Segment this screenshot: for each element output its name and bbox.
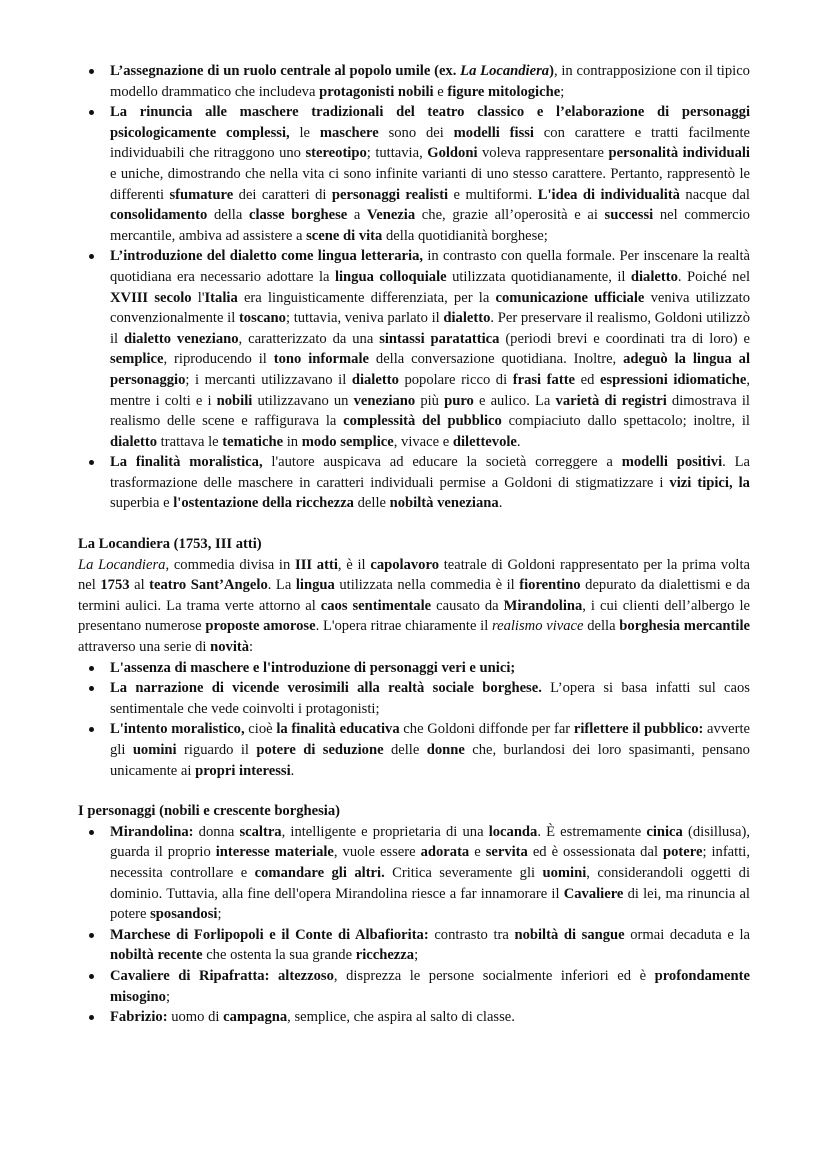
text-run: L’opera si basa infatti sul caos sentimentale che vede coinvolti i protagonisti; <box>110 680 750 717</box>
text-run: della <box>583 618 620 635</box>
text-run: e uniche, dimostrando che nella vita ci sono infinite varianti di uno stesso carattere. Pertanto, rappresentò le differenti <box>110 165 750 203</box>
text-run: Fabrizio: <box>110 1009 168 1026</box>
text-run: lingua <box>295 577 335 594</box>
text-run: personalità individuali <box>608 145 750 162</box>
text-run: adeguò la lingua al personaggio <box>110 351 751 388</box>
text-run: varietà di registri <box>555 392 667 409</box>
text-run: era linguisticamente differenziata, per la <box>237 289 496 306</box>
text-run: dialetto <box>110 433 158 450</box>
text-run: propri interessi <box>195 762 291 779</box>
text-run: nobili <box>216 392 253 409</box>
list-item <box>78 1007 750 1028</box>
text-run: La finalità moralistica, <box>110 454 263 471</box>
text-run: ; i mercanti utilizzavano il <box>185 371 352 388</box>
text-run: al <box>129 577 150 594</box>
text-run: . <box>290 762 295 779</box>
text-run: che ostenta la sua grande <box>202 947 356 964</box>
text-run: personaggi realisti <box>331 186 449 203</box>
text-run: comandare gli altri. <box>254 864 385 881</box>
text-run: sintassi paratattica <box>379 330 500 347</box>
text-run: tematiche <box>222 433 284 450</box>
list-item <box>78 102 750 246</box>
text-run: scene di vita <box>306 227 383 244</box>
text-run: , semplice, che aspira al salto di classe. <box>287 1009 515 1026</box>
text-run: e aulico. La <box>473 392 556 409</box>
text-run: riguardo il <box>176 742 257 758</box>
text-run: XVIII secolo <box>110 289 192 306</box>
text-run: successi <box>604 207 654 224</box>
text-run: dei caratteri di <box>233 186 332 203</box>
list-item <box>78 678 750 719</box>
text-run: nel commercio mercantile, ambiva ad assistere a <box>110 207 750 244</box>
text-run: protagonisti nobili <box>319 83 434 100</box>
text-run: dialetto <box>351 371 399 388</box>
text-run: Marchese di Forlipopoli e il Conte di Albafiorita: <box>110 926 429 943</box>
text-run: Goldoni <box>427 145 478 162</box>
text-run: voleva rappresentare <box>477 145 609 162</box>
text-run: , è il <box>337 556 371 573</box>
list-item <box>78 452 750 514</box>
text-run: superbia e <box>110 495 174 512</box>
locandiera-novita-list <box>78 658 750 782</box>
text-run: servita <box>485 844 528 861</box>
text-run: locanda <box>488 823 538 840</box>
text-run: uomo di <box>167 1009 224 1026</box>
text-run: e multiformi. <box>448 186 538 203</box>
text-run: uomini <box>132 742 177 758</box>
text-run: profondamente misogino <box>110 967 750 1005</box>
text-run: , vivace e <box>393 433 453 450</box>
text-run: ; tuttavia, veniva parlato il <box>285 310 444 327</box>
text-run: lingua colloquiale <box>334 268 447 285</box>
text-run: uomini <box>542 864 587 881</box>
personaggi-heading: I personaggi (nobili e crescente borghesia) <box>78 803 340 820</box>
text-run: con carattere e tratti facilmente individuabili che ritraggono uno <box>110 124 750 162</box>
text-run: di lei, ma rinuncia al potere <box>110 885 750 923</box>
text-run: della <box>207 207 249 224</box>
text-run: ; <box>560 83 565 100</box>
text-run: donna <box>193 823 240 840</box>
text-run: depurato da dialettismi e da termini aulici. La trama verte attorno al <box>78 577 750 614</box>
text-run: avverte gli <box>110 721 750 758</box>
text-run: e <box>433 83 448 100</box>
text-run: III atti <box>295 556 338 573</box>
text-run: . <box>498 495 503 512</box>
locandiera-heading: La Locandiera (1753, III atti) <box>78 536 262 553</box>
text-run: dimostrava il realismo delle scene e raffigurava la <box>110 392 750 430</box>
text-run: interesse materiale <box>215 844 334 861</box>
text-run: proposte amorose <box>205 618 316 635</box>
text-run: ; <box>414 947 419 964</box>
text-run: veniva utilizzato convenzionalmente il <box>110 289 750 327</box>
text-run: sfumature <box>169 186 234 203</box>
list-item <box>78 719 750 781</box>
text-run: Critica severamente gli <box>384 864 543 881</box>
text-run: potere <box>662 844 703 861</box>
text-run: novità <box>210 639 250 656</box>
text-run: La Locandiera <box>78 556 166 573</box>
text-run: compiaciuto dallo spettacolo; inoltre, il <box>501 413 750 430</box>
text-run: attraverso una serie di <box>78 639 211 656</box>
text-run: capolavoro <box>370 556 439 573</box>
text-run: , disprezza le persone socialmente inferiori ed è <box>333 967 655 984</box>
text-run: in contrasto con quella formale. Per inscenare la realtà quotidiana era necessario adottare la <box>110 248 751 285</box>
text-run: borghesia mercantile <box>619 618 750 635</box>
text-run: veneziano <box>353 392 416 409</box>
text-run: scaltra <box>239 823 282 840</box>
text-run: trattava le <box>157 433 223 450</box>
text-run: che, grazie all’operosità e ai <box>415 207 605 224</box>
text-run: l'ostentazione della ricchezza <box>173 495 354 512</box>
text-run: , commedia divisa in <box>165 556 296 573</box>
text-run: cioè <box>244 721 277 738</box>
text-run: L'assenza di maschere e l'introduzione di personaggi veri e unici; <box>110 659 516 676</box>
text-run: ; tuttavia, <box>366 145 428 162</box>
text-run: modelli positivi <box>621 454 723 471</box>
text-run: Cavaliere <box>563 885 624 902</box>
text-run: potere di seduzione <box>256 742 384 758</box>
text-run: puro <box>444 392 474 409</box>
text-run: che, burlandosi dei loro spasimanti, pensano unicamente ai <box>110 742 750 779</box>
text-run: adorata <box>420 844 470 861</box>
text-run: a <box>347 207 368 224</box>
text-run: vizi tipici, la <box>669 474 750 491</box>
text-run: Italia <box>204 289 238 306</box>
text-run: sposandosi <box>150 906 218 923</box>
text-run: donne <box>426 742 465 758</box>
personaggi-list <box>78 822 750 1028</box>
text-run: 1753 <box>100 577 130 594</box>
text-run: . <box>516 433 521 450</box>
text-run: , riproducendo il <box>163 351 274 368</box>
text-run: , caratterizzato da una <box>238 330 380 347</box>
text-run: complessità del pubblico <box>343 413 502 430</box>
text-run: l' <box>191 289 205 306</box>
list-item <box>78 246 750 452</box>
text-run: , in contrapposizione con il tipico modello drammatico che includeva <box>110 63 750 100</box>
text-run: dialetto veneziano <box>124 330 239 347</box>
list-item <box>78 822 750 925</box>
text-run: . L'opera ritrae chiaramente il <box>315 618 492 635</box>
text-run: ; <box>217 906 222 923</box>
text-run: sono dei <box>378 124 454 141</box>
text-run: La Locandiera <box>460 63 550 79</box>
text-run: classe borghese <box>248 207 348 224</box>
text-run: , vuole essere <box>333 844 421 861</box>
text-run: figure mitologiche <box>447 83 561 100</box>
text-run: utilizzata quotidianamente, il <box>446 268 631 285</box>
text-run: espressioni idiomatiche <box>599 371 747 388</box>
text-run: nobiltà veneziana <box>389 495 499 512</box>
text-run: in <box>283 433 302 450</box>
text-run: : <box>249 639 254 656</box>
text-run: L’assegnazione di un ruolo centrale al popolo umile (ex. <box>110 63 461 79</box>
text-run: Mirandolina <box>503 597 583 614</box>
text-run: campagna <box>223 1009 288 1026</box>
text-run: nobiltà di sangue <box>514 926 625 943</box>
text-run: della quotidianità borghese; <box>382 227 548 244</box>
text-run: ormai decaduta e la <box>624 926 750 943</box>
text-run: causato da <box>431 597 504 614</box>
text-run: stereotipo <box>305 145 367 162</box>
text-run: dilettevole <box>452 433 517 450</box>
text-run: modelli fissi <box>453 124 534 141</box>
text-run: più <box>415 392 445 409</box>
text-run: Mirandolina: <box>110 823 194 840</box>
text-run: , intelligente e proprietaria di una <box>281 823 489 840</box>
text-run: Venezia <box>367 207 416 224</box>
text-run: delle <box>383 742 427 758</box>
text-run: la finalità educativa <box>276 721 400 738</box>
text-run: nacque dal <box>679 186 750 203</box>
list-item <box>78 658 750 679</box>
locandiera-paragraph <box>78 555 750 658</box>
text-run: L'intento moralistico, <box>110 721 245 738</box>
text-run: . Poiché nel <box>677 268 751 285</box>
text-run: frasi fatte <box>512 371 576 388</box>
text-run: , mentre i colti e i <box>110 371 750 409</box>
text-run: caos sentimentale <box>320 597 432 614</box>
text-run: dialetto <box>630 268 678 285</box>
text-run: tono informale <box>273 351 370 368</box>
text-run: Cavaliere di Ripafratta: altezzoso <box>110 967 334 984</box>
text-run: La narrazione di vicende verosimili alla realtà sociale borghese. <box>110 680 542 697</box>
text-run: toscano <box>238 310 286 327</box>
text-run: ; infatti, necessita controllare e <box>110 844 750 881</box>
text-run: . È estremamente <box>537 823 647 840</box>
text-run: riflettere il pubblico: <box>573 721 704 738</box>
text-run: le <box>289 124 320 141</box>
text-run: L’introduzione del dialetto come lingua letteraria, <box>110 248 424 265</box>
text-run: comunicazione ufficiale <box>495 289 645 306</box>
list-item <box>78 966 750 1007</box>
text-run: . La <box>267 577 296 594</box>
text-run: . La trasformazione delle maschere in caratteri individuali permise a Goldoni di stigmatizzare i <box>110 454 750 491</box>
text-run: . Per preservare il realismo, Goldoni utilizzò il <box>110 310 750 347</box>
text-run: L'idea di individualità <box>537 186 680 203</box>
text-run: fiorentino <box>519 577 581 594</box>
list-item <box>78 61 750 102</box>
text-run: nobiltà recente <box>110 947 203 964</box>
text-run: cinica <box>646 823 683 840</box>
text-run: contrasto tra <box>428 926 515 943</box>
text-run: , i cui clienti dell’albergo le presentano numerose <box>78 597 750 635</box>
text-run: delle <box>353 495 390 512</box>
text-run: che Goldoni diffonde per far <box>399 721 574 738</box>
text-run: e <box>469 844 486 861</box>
text-run: ed è ossessionata dal <box>527 844 663 861</box>
text-run: maschere <box>319 124 379 141</box>
text-run: utilizzata nella commedia è il <box>334 577 520 594</box>
text-run: (periodi brevi e coordinati tra di loro) e <box>499 330 750 347</box>
text-run: teatro Sant’Angelo <box>149 577 268 594</box>
text-run: consolidamento <box>110 207 208 224</box>
text-run: della conversazione quotidiana. Inoltre, <box>369 351 624 368</box>
text-run: teatrale di Goldoni rappresentato per la prima volta nel <box>78 556 750 594</box>
text-run: ricchezza <box>355 947 415 964</box>
text-run: modo semplice <box>301 433 394 450</box>
text-run: popolare ricco di <box>398 371 513 388</box>
list-item <box>78 925 750 966</box>
text-run: La rinuncia alle maschere tradizionali del teatro classico e l’elaborazione di personaggi psicologicamente complessi, <box>110 104 750 141</box>
text-run: ) <box>549 63 554 79</box>
text-run: semplice <box>110 351 164 368</box>
text-run: (disillusa), guarda il proprio <box>110 823 750 861</box>
text-run: utilizzavano un <box>252 392 354 409</box>
text-run: ; <box>165 988 171 1005</box>
text-run: realismo vivace <box>491 618 584 635</box>
text-run: l'autore auspicava ad educare la società correggere a <box>262 454 622 471</box>
text-run: dialetto <box>443 310 491 327</box>
goldoni-reform-list <box>78 61 750 514</box>
text-run: ed <box>575 371 600 388</box>
text-run: , considerandoli oggetti di dominio. Tuttavia, alla fine dell'opera Mirandolina riesce a far innamorare il <box>110 864 750 902</box>
